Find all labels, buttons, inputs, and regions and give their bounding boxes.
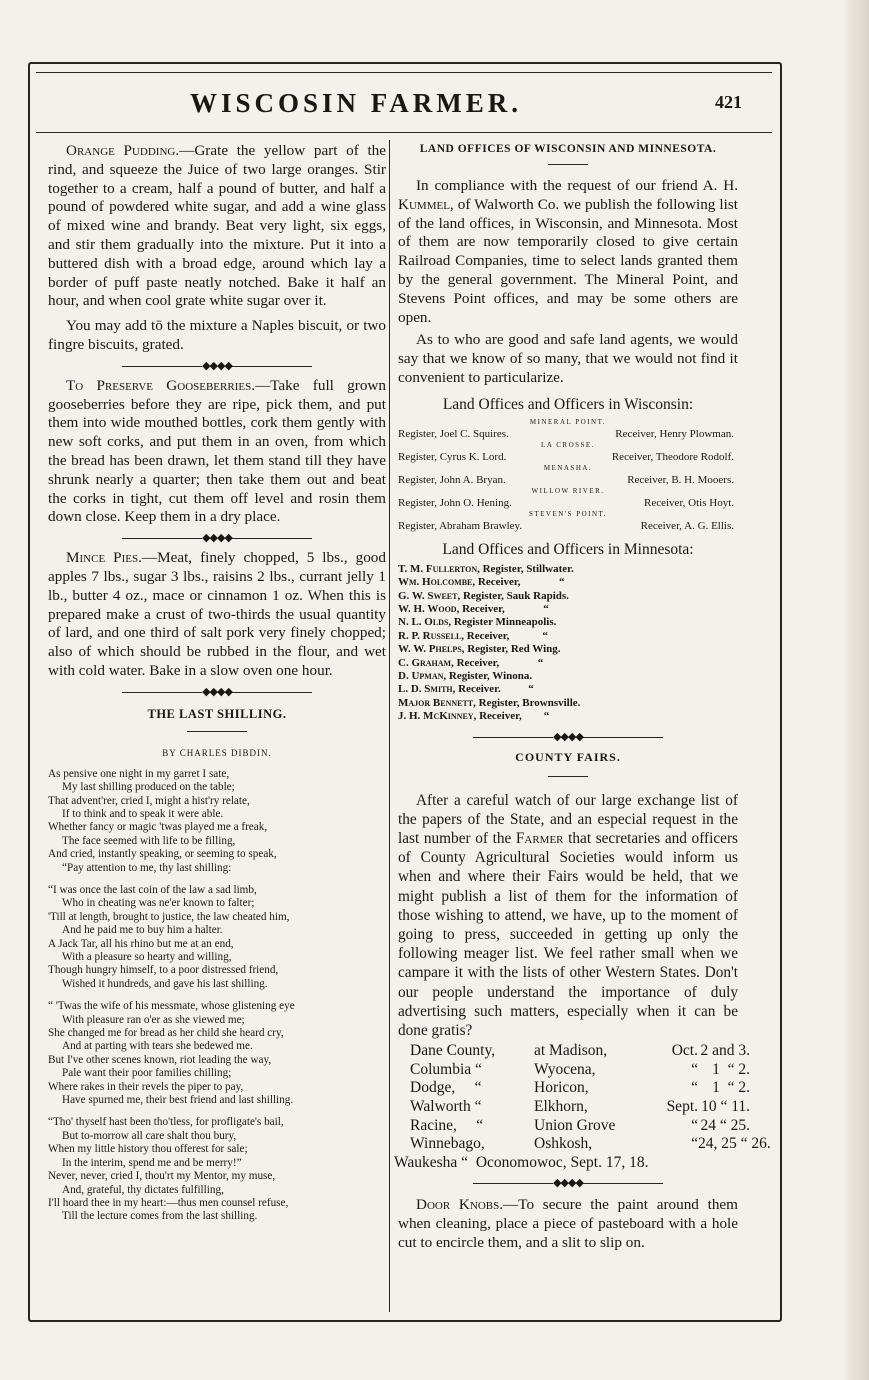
register-name: Register, John A. Bryan.	[398, 473, 506, 486]
left-column	[48, 142, 386, 1233]
poem-stanza	[48, 884, 386, 991]
office-location: LA CROSSE.	[541, 440, 595, 449]
officer-role: , Register, Winona.	[443, 670, 533, 683]
rule-divider	[48, 726, 386, 736]
mince-pies-recipe	[48, 549, 386, 681]
receiver-name: Receiver, Theodore Rodolf.	[611, 450, 734, 463]
officer-entry	[398, 563, 738, 576]
officer-entry	[398, 576, 738, 589]
poem-body	[48, 768, 386, 1224]
officer-row	[398, 496, 738, 510]
fair-row	[410, 1116, 750, 1136]
officer-name: J. H. McKinney	[398, 710, 474, 723]
poem-line: But I've other scenes known, riot leading the way,	[48, 1053, 272, 1066]
officer-name: Wm. Holcombe	[398, 576, 473, 589]
header-rule	[36, 132, 772, 133]
officer-name: N. L. Olds	[398, 616, 449, 629]
ornament-divider: ◆◆◆◆	[48, 687, 386, 697]
fairs-text: that secretaries and officers of County Agricultural Societies would inform us when and where their Fairs would be held, that we might publish a list of them for the information of those wishing to attend, we have, up to the moment of going to press, succeeded in getting up only the following meager list. We feel rather small when we campare it with the lists of other Western States. Don't our people understand the importance of duly advertising such matters, especially when it can be done gratis?	[398, 830, 738, 1040]
rule-divider	[398, 159, 738, 169]
poem-stanza	[48, 1116, 386, 1223]
poem-title: THE LAST SHILLING.	[147, 706, 287, 721]
poem-line: Whether fancy or magic 'twas played me a freak,	[48, 821, 268, 834]
gooseberries-recipe	[48, 377, 386, 527]
office-location: MENASHA.	[543, 463, 593, 472]
officer-role: , Receiver, “	[472, 576, 565, 589]
officer-name: T. M. Fullerton	[398, 562, 478, 575]
receiver-name: Receiver, B. H. Mooers.	[627, 473, 734, 486]
poem-line: That advent'rer, cried I, might a hist'ry relate,	[48, 794, 250, 807]
receiver-name: Receiver, A. G. Ellis.	[640, 519, 734, 532]
officer-entry	[398, 603, 738, 616]
officer-entry	[398, 697, 738, 710]
poem-line: Have spurned me, their best friend and last shilling.	[62, 1094, 294, 1107]
fair-month: “	[691, 1135, 698, 1153]
ornament-divider: ◆◆◆◆	[48, 361, 386, 371]
fair-days: 10 “ 11.	[701, 1098, 750, 1116]
fair-days: 24, 25 “ 26.	[698, 1135, 771, 1153]
wisconsin-offices-list	[398, 418, 738, 533]
officer-entry	[398, 657, 738, 670]
fair-place: Union Grove	[534, 1116, 616, 1134]
fair-row	[410, 1060, 750, 1080]
land-agents-paragraph: As to who are good and safe land agents, we would say that we know of so many, that we would not find it convenient to particularize.	[398, 331, 738, 386]
fair-place: Oshkosh,	[534, 1135, 593, 1153]
intro-text: In compliance with the request of our friend A. H.	[416, 177, 738, 194]
fair-place: at Madison,	[534, 1042, 608, 1060]
receiver-name: Receiver, Henry Plowman.	[615, 427, 734, 440]
fair-row	[410, 1135, 771, 1154]
poem-line: Pale want their poor families chilling;	[62, 1067, 232, 1080]
officer-name: D. Upman	[398, 670, 444, 683]
poem-line: “Pay attention to me, thy last shilling:	[62, 861, 232, 874]
register-name: Register, Joel C. Squires.	[398, 427, 509, 440]
ornament-divider: ◆◆◆◆	[398, 1178, 738, 1188]
officer-entry	[398, 710, 738, 723]
officer-name: G. W. Sweet	[398, 589, 458, 602]
officer-row	[398, 450, 738, 464]
officer-name: R. P. Russell	[398, 629, 462, 642]
fair-place: Horicon,	[534, 1079, 589, 1097]
officer-role: , Register Minneapolis.	[448, 616, 557, 629]
fairs-list	[398, 1042, 771, 1154]
office-location: STEVEN'S POINT.	[528, 509, 608, 518]
fair-days: 1 “ 2.	[712, 1060, 750, 1078]
poem-line: And he paid me to buy him a halter.	[62, 924, 223, 937]
poem-stanza	[48, 768, 386, 875]
officer-role: , Register, Brownsville.	[473, 696, 581, 709]
land-offices-title: LAND OFFICES OF WISCONSIN AND MINNESOTA.	[419, 143, 717, 155]
officer-name: L. D. Smith	[398, 683, 453, 696]
fair-row	[410, 1079, 750, 1098]
register-name: Register, Cyrus K. Lord.	[398, 450, 507, 463]
officer-role: , Receiver, “	[473, 710, 550, 723]
recipe-text: —Grate the yellow part of the rind, and squeeze the Juice of two large oranges. Stir together to a cream, half a pound of butter, and half a pound of powdered white sugar, and add a wine glass of mixed wine and brandy. Beat very light, six eggs, and stir them gradually into the mixture. Put it into a buttered dish with a broad edge, around which lay a border of puff paste neatly notched. Bake it half an hour, and when cool grate white sugar over it.	[48, 142, 387, 310]
register-name: Register, Abraham Brawley.	[398, 519, 523, 532]
column-rule	[389, 140, 390, 1312]
fair-days: 1 “ 2.	[712, 1079, 750, 1097]
office-location: WILLOW RIVER.	[531, 486, 605, 495]
fair-days: 24 “ 25.	[700, 1116, 750, 1134]
poem-line: My last shilling produced on the table;	[62, 781, 235, 794]
officer-role: , Receiver, “	[461, 629, 548, 642]
officer-entry	[398, 683, 738, 696]
poem-line: If to think and to speak it were able.	[62, 807, 224, 820]
officer-row	[398, 473, 738, 487]
running-header	[36, 88, 772, 128]
right-column	[394, 142, 771, 1253]
fair-row	[410, 1042, 750, 1061]
fair-month: Oct.	[671, 1042, 698, 1060]
officer-entry	[398, 630, 738, 643]
poem-line: I'll hoard thee in my heart:—thus men counsel refuse,	[48, 1196, 289, 1209]
minnesota-offices-list	[398, 563, 738, 724]
poem-line: Till the lecture comes from the last shilling.	[62, 1210, 258, 1223]
fair-county: Dodge, “	[410, 1079, 482, 1097]
poem-line: As pensive one night in my garret I sate,	[48, 767, 230, 780]
fair-county: Walworth “	[410, 1098, 482, 1116]
recipe-text: —Take full grown gooseberries before they are ripe, pick them, and put them into wide mouthed bottles, cork them gently with new soft corks, and put them in an oven, from which the bread has been drawn, let them stand till they have shrunk nearly a quarter; then take them out and beat the corks in tight, cut them off level and rosin them down close. Keep them in a dry place.	[48, 376, 386, 526]
fair-row-last: Waukesha “ Oconomowoc, Sept. 17, 18.	[394, 1153, 649, 1171]
officer-role: , Receiver, “	[456, 602, 549, 615]
poem-line: 'Till at length, brought to justice, the law cheated him,	[48, 910, 290, 923]
fairs-text: After a careful watch of our large exchange list of the papers of the State, and an especial request in the last number of the	[398, 791, 738, 848]
fair-month: Sept.	[666, 1098, 698, 1116]
fair-county: Racine, “	[410, 1116, 484, 1134]
fair-month: “	[691, 1116, 698, 1134]
register-name: Register, John O. Hening.	[398, 496, 512, 509]
recipe-text: —Meat, finely chopped, 5 lbs., good apples 7 lbs., sugar 3 lbs., raisins 2 lbs., currant jelly 1 lb., butter 4 oz., mace or cinnamon 1 oz. When this is prepared make a crust of two-thirds the usual quantity of lard, and one third of salt pork very finely chopped; also of which should be rubbed in the flour, and wet with cold water. Bake in a slow oven one hour.	[48, 549, 386, 679]
fair-days: 2 and 3.	[700, 1042, 750, 1060]
publication-name: Farmer	[515, 830, 564, 848]
officer-entry	[398, 616, 738, 629]
officer-name: Major Bennett	[398, 696, 474, 709]
fair-place: Wyocena,	[534, 1060, 596, 1078]
poem-line: Who in cheating was ne'er known to falter;	[62, 897, 255, 910]
poem-line: She changed me for bread as her child she heard cry,	[48, 1027, 284, 1040]
poem-line: And cried, instantly speaking, or seeming to speak,	[48, 848, 277, 861]
county-fairs-paragraph	[398, 791, 738, 1041]
orange-pudding-recipe	[48, 142, 386, 311]
officer-name: W. H. Wood	[398, 602, 457, 615]
wisconsin-offices-heading: Land Offices and Officers in Wisconsin:	[442, 395, 694, 413]
top-rule	[36, 72, 772, 73]
officer-name: C. Graham	[398, 656, 452, 669]
page-number: 421	[715, 92, 742, 112]
poem-line: “ 'Twas the wife of his messmate, whose glistening eye	[48, 1000, 295, 1013]
poem-line: And, grateful, thy dictates fulfilling,	[62, 1183, 224, 1196]
county-fairs-title: COUNTY FAIRS.	[515, 749, 621, 764]
recipe-heading: Orange Pudding.	[66, 142, 180, 159]
poem-line: With pleasure ran o'er as she viewed me;	[62, 1013, 245, 1026]
poem-line: Wished it hundreds, and gave his last shilling.	[62, 977, 268, 990]
door-knobs-note	[398, 1196, 738, 1252]
poem-line: “Tho' thyself hast been tho'tless, for profligate's bail,	[48, 1116, 284, 1129]
poem-line: In the interim, spend me and be merry!”	[62, 1156, 242, 1169]
officer-role: , Register, Red Wing.	[461, 643, 561, 656]
poem-line: “I was once the last coin of the law a sad limb,	[48, 883, 257, 896]
officer-row	[398, 427, 738, 441]
fair-county: Winnebago,	[410, 1135, 485, 1153]
poem-line: The face seemed with life to be filling,	[62, 834, 236, 847]
poem-stanza	[48, 1000, 386, 1107]
poem-line: Never, never, cried I, thou'rt my Mentor, my muse,	[48, 1170, 276, 1183]
ornament-divider: ◆◆◆◆	[48, 533, 386, 543]
officer-role: , Register, Stillwater.	[477, 562, 574, 575]
officer-role: , Register, Sauk Rapids.	[457, 589, 569, 602]
land-offices-intro	[398, 177, 738, 327]
intro-text: , of Walworth Co. we publish the following list of the land offices, in Wisconsin, and Minnesota. Most of them are now temporarily closed to give certain Railroad Companies, time to select lands granted them by the general government. The Mineral Point, and Stevens Point offices, and may be some others are open.	[398, 195, 738, 326]
recipe-heading: Mince Pies.	[66, 549, 142, 567]
poem-line: With a pleasure so hearty and willing,	[62, 951, 232, 963]
officer-entry	[398, 643, 738, 656]
officer-role: , Receiver. “	[452, 683, 534, 696]
rule-divider	[398, 771, 738, 781]
person-name: Kummel	[398, 195, 450, 213]
officer-role: , Receiver, “	[451, 656, 544, 669]
poem-byline: BY CHARLES DIBDIN.	[162, 747, 272, 758]
poem-line: When my little history thou offerest for sale;	[48, 1143, 248, 1156]
poem-line: A Jack Tar, all his rhino but me at an end,	[48, 937, 234, 950]
poem-line: And at parting with tears she bedewed me.	[62, 1040, 253, 1053]
poem-line: Where rakes in their revels the piper to pay,	[48, 1080, 244, 1093]
poem-line: But to-morrow all care shalt thou bury,	[62, 1129, 237, 1142]
recipe-heading: To Preserve Gooseberries.	[66, 376, 256, 394]
fair-row	[410, 1098, 750, 1117]
fair-place: Elkhorn,	[534, 1098, 588, 1116]
officer-entry	[398, 670, 738, 683]
officer-entry	[398, 590, 738, 603]
fair-month: “	[691, 1060, 698, 1078]
ornament-divider: ◆◆◆◆	[398, 732, 738, 742]
fair-month: “	[691, 1079, 698, 1097]
note-text: —To secure the paint around them when cleaning, place a piece of pasteboard with a hole cut to encircle them, and a slit to slip on.	[398, 1196, 738, 1252]
minnesota-offices-heading: Land Offices and Officers in Minnesota:	[442, 540, 694, 558]
note-heading: Door Knobs.	[416, 1196, 504, 1214]
fair-county: Dane County,	[410, 1042, 496, 1060]
fair-county: Columbia “	[410, 1060, 482, 1078]
officer-name: W. W. Phelps	[398, 643, 462, 656]
poem-line: Though hungry himself, to a poor distressed friend,	[48, 964, 279, 977]
office-location: MINERAL POINT.	[529, 417, 607, 426]
page-edge	[843, 0, 869, 1380]
recipe-note: You may add tō the mixture a Naples biscuit, or two fingre biscuits, grated.	[48, 317, 386, 353]
masthead-title: WISCOSIN FARMER.	[189, 88, 523, 118]
receiver-name: Receiver, Otis Hoyt.	[644, 496, 734, 509]
officer-row	[398, 519, 738, 533]
